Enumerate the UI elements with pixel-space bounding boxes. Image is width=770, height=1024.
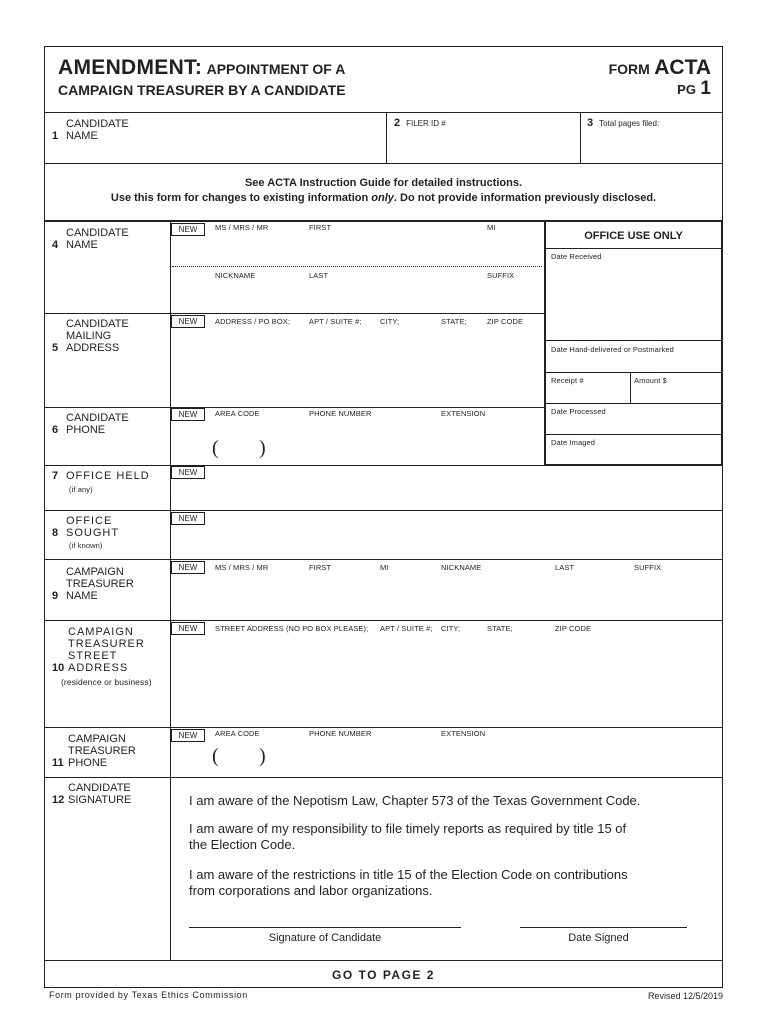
- instr-em: only: [371, 192, 394, 204]
- page-number: [677, 78, 711, 100]
- field-caption: AREA CODE: [215, 729, 260, 738]
- rule: [44, 620, 723, 621]
- form-word: FORM: [608, 61, 650, 77]
- instr-b: . Do not provide information previously disclosed.: [393, 192, 657, 204]
- new-checkbox[interactable]: NEW: [171, 729, 205, 742]
- instructions-line-1: See ACTA Instruction Guide for detailed instructions.: [244, 177, 523, 189]
- field-label: CANDIDATE PHONE: [66, 412, 129, 436]
- field-caption: NICKNAME: [441, 563, 482, 572]
- rule: [44, 220, 544, 222]
- rule: [386, 112, 387, 163]
- field-label: CANDIDATE SIGNATURE: [68, 782, 132, 806]
- date-hand-delivered-label: Date Hand-delivered or Postmarked: [551, 345, 674, 354]
- field-label: CANDIDATE MAILING ADDRESS: [66, 318, 129, 354]
- reports-statement-2: the Election Code.: [189, 837, 296, 852]
- rule: [44, 960, 723, 961]
- field-sub-label: (if known): [69, 541, 103, 550]
- field-caption: MI: [487, 223, 496, 232]
- rule: [44, 313, 544, 314]
- field-number: 12: [52, 794, 65, 806]
- rule: [44, 407, 544, 408]
- date-processed-label: Date Processed: [551, 407, 606, 416]
- field-label: OFFICE HELD: [66, 470, 150, 482]
- new-checkbox[interactable]: NEW: [171, 408, 205, 421]
- field-number: 1: [52, 130, 59, 142]
- field-number: 7: [52, 470, 59, 482]
- area-code-close-paren: ): [259, 745, 266, 767]
- form-code: [609, 56, 711, 80]
- field-label: CAMPAIGN TREASURER PHONE: [68, 733, 136, 769]
- rule: [580, 112, 581, 163]
- form-title: [58, 56, 345, 80]
- field-caption: AREA CODE: [215, 409, 260, 418]
- rule: [44, 510, 723, 511]
- field-caption: PHONE NUMBER: [309, 729, 372, 738]
- revised-date: Revised 12/5/2019: [647, 991, 723, 1001]
- field-caption: SUFFIX: [634, 563, 662, 572]
- rule: [546, 434, 721, 435]
- new-checkbox[interactable]: NEW: [171, 223, 205, 236]
- receipt-label: Receipt #: [551, 376, 584, 385]
- field-sub-label: (residence or business): [61, 677, 152, 687]
- field-number: 8: [52, 527, 59, 539]
- field-number: 2: [394, 117, 401, 129]
- pg-num: 1: [700, 78, 711, 99]
- office-use-title: OFFICE USE ONLY: [584, 230, 683, 242]
- field-caption: ZIP CODE: [487, 317, 524, 326]
- rule: [44, 559, 723, 560]
- instr-a: Use this form for changes to existing information: [110, 192, 369, 204]
- filer-id-label: [394, 117, 446, 130]
- field-label: CANDIDATE NAME: [66, 227, 129, 251]
- rule: [44, 163, 723, 164]
- rule: [44, 727, 723, 728]
- section-10-label: [52, 626, 150, 674]
- instructions-line-2: [44, 192, 723, 204]
- field-sub-label: (if any): [69, 485, 93, 494]
- field-number: 9: [52, 590, 59, 602]
- date-signed-line[interactable]: [520, 927, 687, 928]
- rule: [170, 777, 171, 960]
- rule: [546, 372, 721, 373]
- new-checkbox[interactable]: NEW: [171, 512, 205, 525]
- field-caption: FIRST: [309, 223, 332, 232]
- rule: [44, 112, 723, 113]
- signature-line[interactable]: [189, 927, 461, 928]
- field-caption: LAST: [309, 271, 329, 280]
- field-number: 11: [52, 757, 64, 769]
- rule: [630, 372, 631, 403]
- field-caption: STATE;: [487, 624, 513, 633]
- total-pages-text: Total pages filed:: [599, 119, 660, 128]
- field-caption: APT / SUITE #;: [380, 624, 433, 633]
- field-label: CAMPAIGN TREASURER NAME: [66, 566, 134, 602]
- field-caption: CITY;: [380, 317, 400, 326]
- title-main: AMENDMENT:: [58, 56, 203, 79]
- field-caption: EXTENSION: [441, 729, 486, 738]
- section-4-label: [52, 227, 138, 251]
- field-number: 10: [52, 662, 65, 674]
- rule: [44, 777, 723, 778]
- new-checkbox[interactable]: NEW: [171, 561, 205, 574]
- contributions-statement-2: from corporations and labor organizations.: [189, 883, 433, 898]
- rule: [170, 220, 171, 777]
- signature-caption: Signature of Candidate: [268, 932, 382, 944]
- field-number: 6: [52, 424, 59, 436]
- title-rest: APPOINTMENT OF A: [206, 61, 346, 77]
- section-5-label: [52, 318, 138, 354]
- section-8-label: [52, 515, 136, 539]
- field-caption: STREET ADDRESS (NO PO BOX PLEASE);: [215, 624, 369, 633]
- contributions-statement-1: I am aware of the restrictions in title 15 of the Election Code on contributions: [189, 867, 628, 882]
- field-caption: EXTENSION: [441, 409, 486, 418]
- field-caption: SUFFIX: [487, 271, 515, 280]
- field-caption: LAST: [555, 563, 575, 572]
- section-7-label: [52, 470, 150, 482]
- field-label: CAMPAIGN TREASURER STREET ADDRESS: [68, 626, 145, 674]
- candidate-name-label: [52, 118, 162, 142]
- new-checkbox[interactable]: NEW: [171, 466, 205, 479]
- section-9-label: [52, 566, 146, 602]
- field-number: 4: [52, 239, 59, 251]
- field-caption: STATE;: [441, 317, 467, 326]
- section-6-label: [52, 412, 138, 436]
- new-checkbox[interactable]: NEW: [171, 622, 205, 635]
- area-code-open-paren: (: [212, 745, 219, 767]
- field-caption: PHONE NUMBER: [309, 409, 372, 418]
- total-pages-label: [587, 117, 659, 130]
- go-to-page-2: GO TO PAGE 2: [332, 968, 435, 982]
- date-imaged-label: Date Imaged: [551, 438, 596, 447]
- section-12-label: [52, 782, 144, 806]
- filer-id-text: FILER ID #: [406, 119, 446, 128]
- area-code-close-paren: ): [259, 437, 266, 459]
- rule: [546, 248, 721, 249]
- nepotism-statement: I am aware of the Nepotism Law, Chapter 573 of the Texas Government Code.: [189, 793, 641, 808]
- field-caption: ZIP CODE: [555, 624, 592, 633]
- field-number: 3: [587, 117, 594, 129]
- pg-word: PG: [677, 82, 696, 97]
- field-caption: APT / SUITE #;: [309, 317, 362, 326]
- new-checkbox[interactable]: NEW: [171, 315, 205, 328]
- field-caption: NICKNAME: [215, 271, 256, 280]
- field-label: CANDIDATE NAME: [66, 118, 129, 142]
- field-label: OFFICE SOUGHT: [66, 515, 120, 539]
- field-caption: MS / MRS / MR: [215, 223, 269, 232]
- field-caption: FIRST: [309, 563, 332, 572]
- field-caption: CITY;: [441, 624, 461, 633]
- form-subtitle: CAMPAIGN TREASURER BY A CANDIDATE: [58, 82, 346, 98]
- date-signed-caption: Date Signed: [568, 932, 629, 944]
- field-caption: MI: [380, 563, 389, 572]
- provided-by: Form provided by Texas Ethics Commission: [49, 990, 248, 1000]
- rule: [546, 403, 721, 404]
- field-caption: MS / MRS / MR: [215, 563, 269, 572]
- amount-label: Amount $: [634, 376, 667, 385]
- dotted-rule: [172, 266, 542, 267]
- area-code-open-paren: (: [212, 437, 219, 459]
- form-code-value: ACTA: [654, 56, 711, 79]
- field-caption: ADDRESS / PO BOX;: [215, 317, 291, 326]
- rule: [546, 340, 721, 341]
- field-number: 5: [52, 342, 59, 354]
- section-11-label: [52, 733, 146, 769]
- reports-statement-1: I am aware of my responsibility to file timely reports as required by title 15 of: [189, 821, 627, 836]
- date-received-label: Date Received: [551, 252, 602, 261]
